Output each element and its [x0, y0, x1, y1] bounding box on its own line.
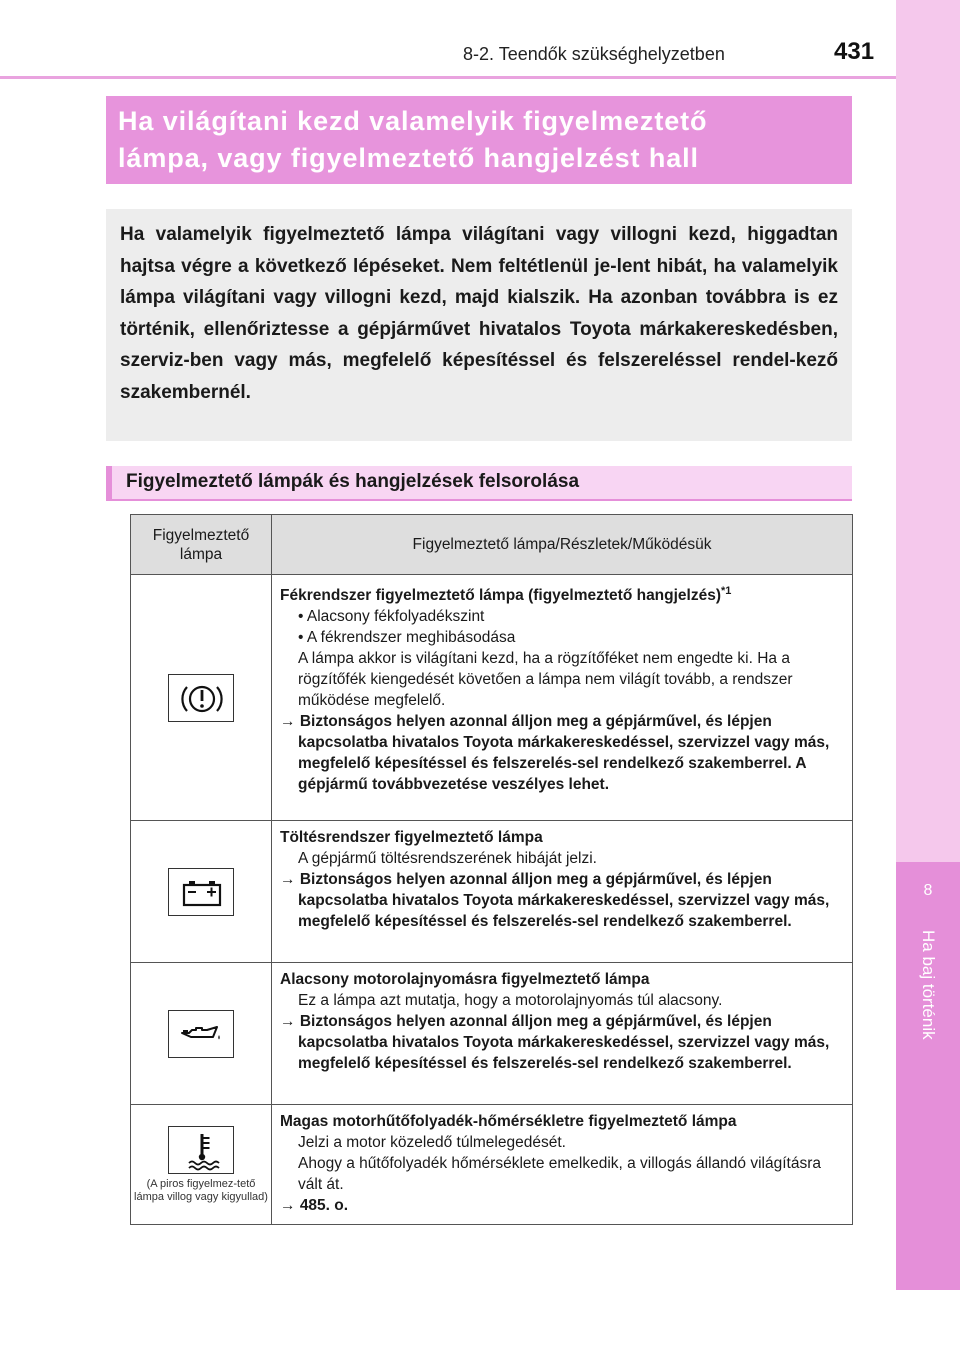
table-row — [131, 1105, 853, 1225]
page-reference-link[interactable] — [280, 1195, 844, 1216]
table-row — [131, 821, 853, 963]
arrow-symbol: → — [280, 871, 296, 888]
section-title — [106, 466, 852, 501]
arrow-symbol: → — [280, 713, 296, 731]
title-line-1: Ha világítani kezd valamelyik figyelmeztető — [118, 106, 708, 136]
arrow-symbol: → — [280, 1197, 296, 1214]
row-action — [280, 711, 844, 795]
intro-text: Ha valamelyik figyelmeztető lámpa világítani vagy villogni kezd, higgadtan hajtsa végre a következő lépéseket. Nem feltétlenül je-lent hibát, ha valamelyik lámpa világítani vagy villogni kezd, majd kialszik. Ha azonban továbbra is ez történik, ellenőriztesse a gépjárművet hivatalos Toyota márkakereskedésben, szerviz-ben vagy más, megfelelő képesítéssel és felszereléssel rendel-kező szakembernél. — [120, 224, 838, 403]
table-header-icon-column: Figyelmeztető lámpa — [131, 515, 272, 575]
row-text: A lámpa akkor is világítani kezd, ha a rögzítőféket nem engedte ki. Ha a rögzítőfék kiengedését követően a lámpa nem világít tovább, a rendszer működése megfelelő. — [298, 650, 793, 710]
page-title — [106, 96, 852, 184]
bullet-symbol: • — [298, 608, 304, 626]
row-action — [280, 1011, 844, 1074]
bullet-symbol: • — [298, 629, 304, 647]
list-item — [280, 627, 844, 648]
chapter-label-container — [896, 930, 960, 1130]
row-title-text: Fékrendszer figyelmeztető lámpa (figyelmeztető hangjelzés) — [280, 587, 722, 605]
warning-lamp-table — [130, 514, 853, 1225]
intro-box — [106, 209, 852, 441]
row-action — [280, 869, 844, 932]
chapter-label: Ha baj történik — [919, 930, 938, 1040]
page-number: 431 — [834, 38, 875, 65]
side-tab-background — [896, 0, 960, 862]
section-header: 8-2. Teendők szükséghelyzetben — [463, 44, 725, 64]
row-text: Ez a lámpa azt mutatja, hogy a motorolajnyomás túl alacsony. — [298, 992, 723, 1009]
row-title: Töltésrendszer figyelmeztető lámpa — [280, 829, 543, 846]
row-text: Jelzi a motor közeledő túlmelegedését. — [298, 1134, 566, 1151]
description-cell — [272, 575, 853, 821]
header-divider — [0, 76, 896, 79]
description-cell — [272, 963, 853, 1105]
row-title — [280, 581, 844, 606]
row-text: Ahogy a hűtőfolyadék hőmérséklete emelkedik, a villogás állandó világításra vált át. — [298, 1155, 821, 1193]
row-title: Magas motorhűtőfolyadék-hőmérsékletre figyelmeztető lámpa — [280, 1113, 737, 1130]
arrow-symbol: → — [280, 1013, 296, 1030]
description-cell — [272, 821, 853, 963]
coolant-temperature-icon — [168, 1126, 234, 1174]
bullet-text: Alacsony fékfolyadékszint — [306, 608, 485, 626]
bullet-text: A fékrendszer meghibásodása — [306, 629, 516, 647]
description-cell — [272, 1105, 853, 1225]
list-item — [280, 606, 844, 627]
row-action-text: Biztonságos helyen azonnal álljon meg a gépjárművel, és lépjen kapcsolatba hivatalos Toyota márkakereskedéssel, szervizzel vagy más, megfelelő képesítéssel és felszerelés-sel rendelkező szakemberrel. A gépjármű továbbvezetése veszélyes lehet. — [298, 713, 830, 794]
battery-charge-icon — [168, 868, 234, 916]
row-action-text: Biztonságos helyen azonnal álljon meg a gépjárművel, és lépjen kapcsolatba hivatalos Toyota márkakereskedéssel, szervizzel vagy más, megfelelő képesítéssel és felszerelés-sel rendelkező szakemberrel. — [298, 1013, 830, 1072]
icon-note: (A piros figyelmez-tető lámpa villog vagy kigyullad) — [134, 1177, 268, 1203]
oil-pressure-icon — [168, 1010, 234, 1058]
row-text: A gépjármű töltésrendszerének hibáját jelzi. — [298, 850, 597, 867]
row-title: Alacsony motorolajnyomásra figyelmeztető lámpa — [280, 971, 650, 988]
section-title-text: Figyelmeztető lámpák és hangjelzések felsorolása — [126, 471, 580, 492]
table-row — [131, 963, 853, 1105]
table-row — [131, 575, 853, 821]
row-action-text: Biztonságos helyen azonnal álljon meg a gépjárművel, és lépjen kapcsolatba hivatalos Toyota márkakereskedéssel, szervizzel vagy más, megfelelő képesítéssel és felszerelés-sel rendelkező szakemberrel. — [298, 871, 830, 930]
icon-cell — [131, 963, 272, 1105]
icon-cell — [131, 1105, 272, 1225]
chapter-number: 8 — [923, 882, 933, 899]
icon-cell — [131, 821, 272, 963]
brake-warning-icon — [168, 674, 234, 722]
table-header-row — [131, 515, 853, 575]
row-action-text: 485. o. — [299, 1197, 349, 1214]
title-line-2: lámpa, vagy figyelmeztető hangjelzést hall — [118, 143, 699, 173]
footnote-marker: *1 — [721, 585, 732, 597]
table-header-description-column: Figyelmeztető lámpa/Részletek/Működésük — [272, 515, 853, 575]
icon-cell — [131, 575, 272, 821]
